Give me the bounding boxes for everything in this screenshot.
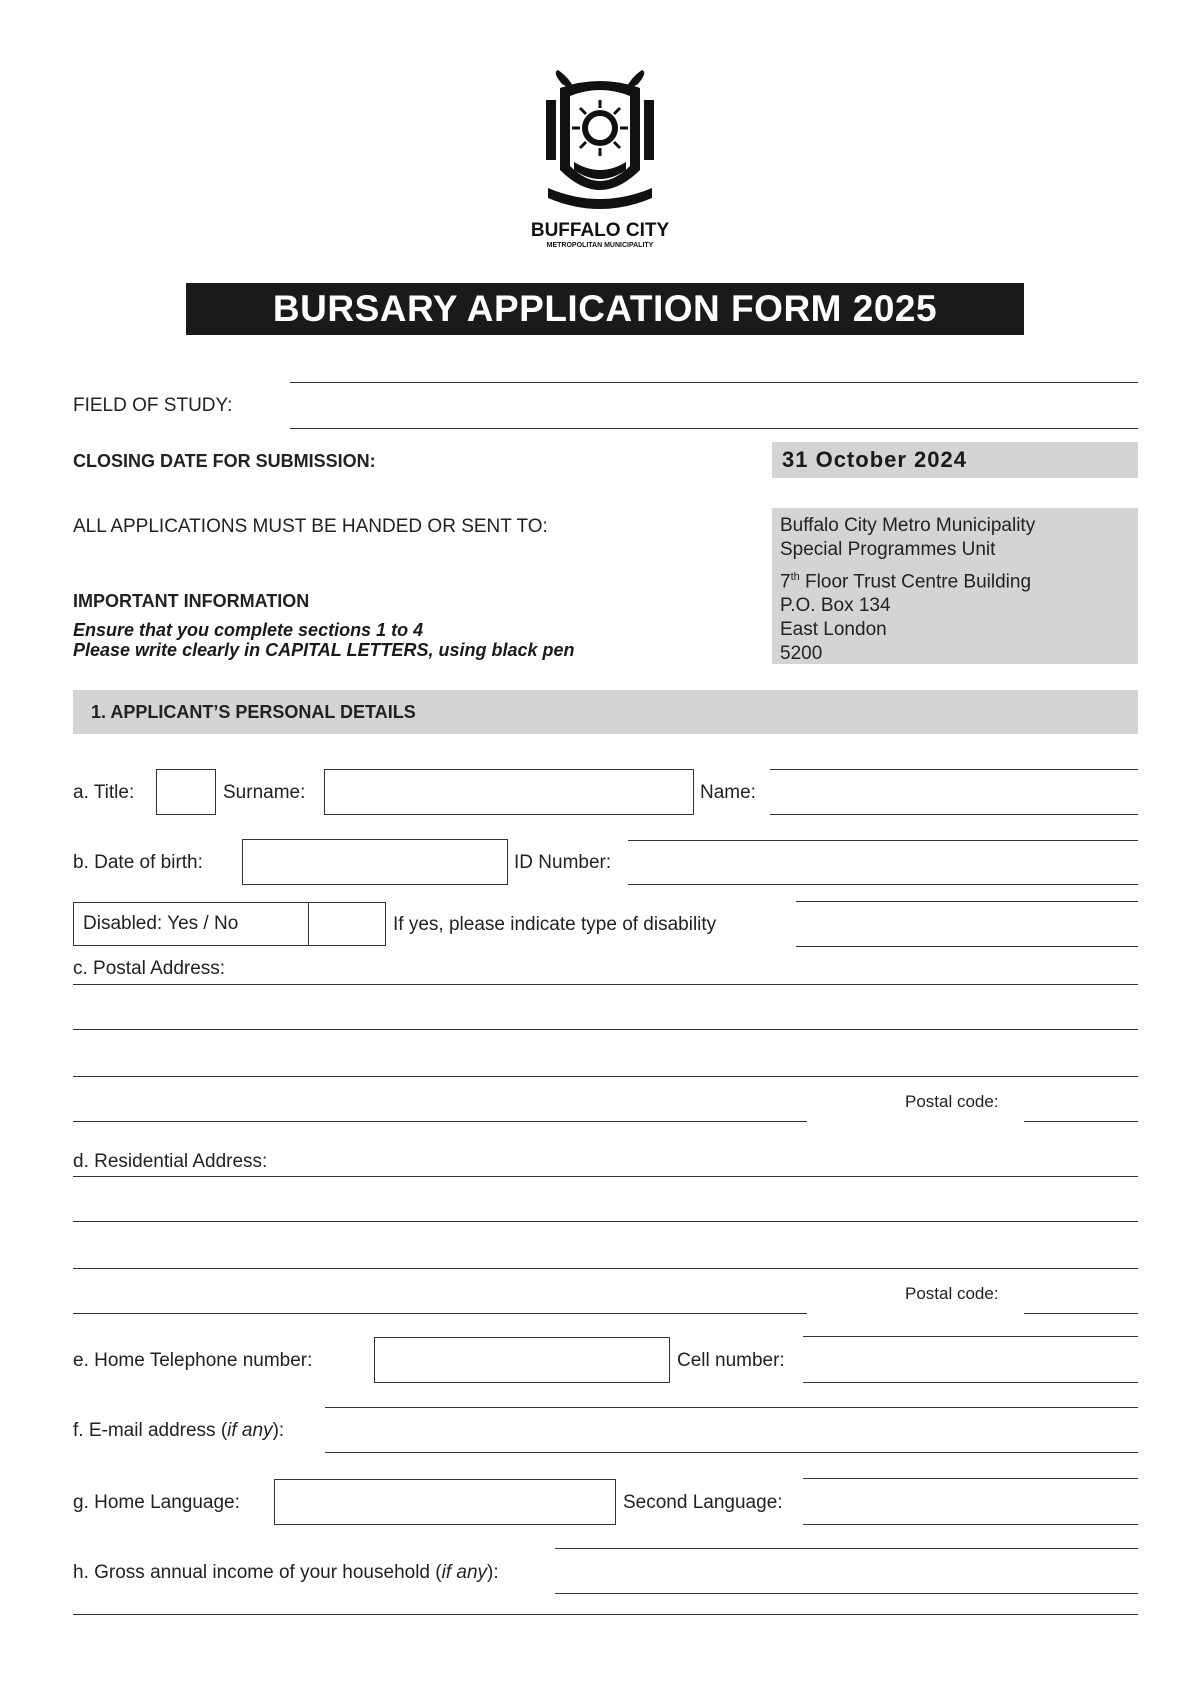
name-label: Name: bbox=[700, 782, 756, 803]
disability-type-label: If yes, please indicate type of disability bbox=[393, 914, 717, 935]
cell-number-line[interactable] bbox=[803, 1382, 1138, 1383]
disability-type-line[interactable] bbox=[796, 946, 1138, 947]
home-language-label: g. Home Language: bbox=[73, 1492, 240, 1513]
name-line[interactable] bbox=[770, 814, 1138, 815]
postal-address-line-1[interactable] bbox=[73, 984, 1138, 985]
address-line-5: East London bbox=[780, 619, 887, 641]
field-of-study-line-1[interactable] bbox=[290, 382, 1138, 383]
address-box bbox=[772, 508, 1138, 664]
address-line-6: 5200 bbox=[780, 643, 823, 665]
municipal-crest-logo bbox=[540, 70, 660, 210]
postal-code-line-1[interactable] bbox=[1024, 1121, 1138, 1122]
postal-address-line-3[interactable] bbox=[73, 1076, 1138, 1077]
residential-address-line-2[interactable] bbox=[73, 1221, 1138, 1222]
surname-label: Surname: bbox=[223, 782, 306, 803]
address-line-1: Buffalo City Metro Municipality bbox=[780, 515, 1036, 536]
residential-address-line-3[interactable] bbox=[73, 1268, 1138, 1269]
second-language-line[interactable] bbox=[803, 1524, 1138, 1525]
id-number-line-top bbox=[628, 840, 1138, 841]
disability-line-top bbox=[796, 901, 1138, 902]
closing-date-label: CLOSING DATE FOR SUBMISSION: bbox=[73, 451, 376, 471]
disabled-box bbox=[73, 902, 309, 946]
postal-address-line-4[interactable] bbox=[73, 1121, 807, 1122]
important-line-2: Please write clearly in CAPITAL LETTERS, using black pen bbox=[73, 640, 575, 660]
residential-address-label: d. Residential Address: bbox=[73, 1151, 268, 1172]
org-subtitle: METROPOLITAN MUNICIPALITY bbox=[546, 242, 654, 249]
dob-field[interactable] bbox=[242, 839, 508, 885]
household-income-label: h. Gross annual income of your household (if any): bbox=[73, 1562, 499, 1583]
email-line[interactable] bbox=[325, 1452, 1138, 1453]
closing-date-box bbox=[772, 442, 1138, 478]
bottom-rule bbox=[73, 1614, 1138, 1615]
disabled-answer-field[interactable] bbox=[308, 902, 386, 946]
postal-code-line-2[interactable] bbox=[1024, 1313, 1138, 1314]
postal-address-label: c. Postal Address: bbox=[73, 958, 226, 979]
send-to-label: ALL APPLICATIONS MUST BE HANDED OR SENT TO: bbox=[73, 516, 548, 537]
field-of-study-line-2[interactable] bbox=[290, 428, 1138, 429]
org-name: BUFFALO CITY bbox=[530, 220, 670, 241]
residential-address-line-4[interactable] bbox=[73, 1313, 807, 1314]
postal-code-label-1: Postal code: bbox=[905, 1092, 999, 1111]
second-language-label: Second Language: bbox=[623, 1492, 783, 1513]
surname-field[interactable] bbox=[324, 769, 694, 815]
closing-date-value: 31 October 2024 bbox=[782, 447, 967, 472]
form-title-banner bbox=[186, 283, 1024, 335]
household-income-line[interactable] bbox=[555, 1593, 1138, 1594]
postal-code-label-2: Postal code: bbox=[905, 1284, 999, 1303]
cell-line-top bbox=[803, 1336, 1138, 1337]
field-of-study-label: FIELD OF STUDY: bbox=[73, 395, 233, 416]
name-line-top bbox=[770, 769, 1138, 770]
important-heading: IMPORTANT INFORMATION bbox=[73, 591, 310, 611]
home-tel-label: e. Home Telephone number: bbox=[73, 1350, 313, 1371]
postal-address-line-2[interactable] bbox=[73, 1029, 1138, 1030]
residential-address-line-1[interactable] bbox=[73, 1176, 1138, 1177]
id-number-line[interactable] bbox=[628, 884, 1138, 885]
second-language-line-top bbox=[803, 1478, 1138, 1479]
disabled-label: Disabled: Yes / No bbox=[83, 913, 239, 934]
section-1-title: 1. APPLICANT’S PERSONAL DETAILS bbox=[91, 702, 416, 722]
email-label: f. E-mail address (if any): bbox=[73, 1420, 285, 1441]
income-line-top bbox=[555, 1548, 1138, 1549]
home-tel-field[interactable] bbox=[374, 1337, 670, 1383]
section-1-header bbox=[73, 690, 1138, 734]
address-line-2: Special Programmes Unit bbox=[780, 539, 996, 560]
id-number-label: ID Number: bbox=[514, 852, 612, 873]
important-line-1: Ensure that you complete sections 1 to 4 bbox=[73, 620, 424, 640]
home-language-field[interactable] bbox=[274, 1479, 616, 1525]
address-line-3: 7th Floor Trust Centre Building bbox=[780, 571, 1032, 593]
form-title: BURSARY APPLICATION FORM 2025 bbox=[272, 288, 938, 329]
cell-label: Cell number: bbox=[677, 1350, 785, 1371]
title-label: a. Title: bbox=[73, 782, 135, 803]
email-line-top bbox=[325, 1407, 1138, 1408]
dob-label: b. Date of birth: bbox=[73, 852, 203, 873]
address-line-4: P.O. Box 134 bbox=[780, 595, 891, 617]
title-field[interactable] bbox=[156, 769, 216, 815]
